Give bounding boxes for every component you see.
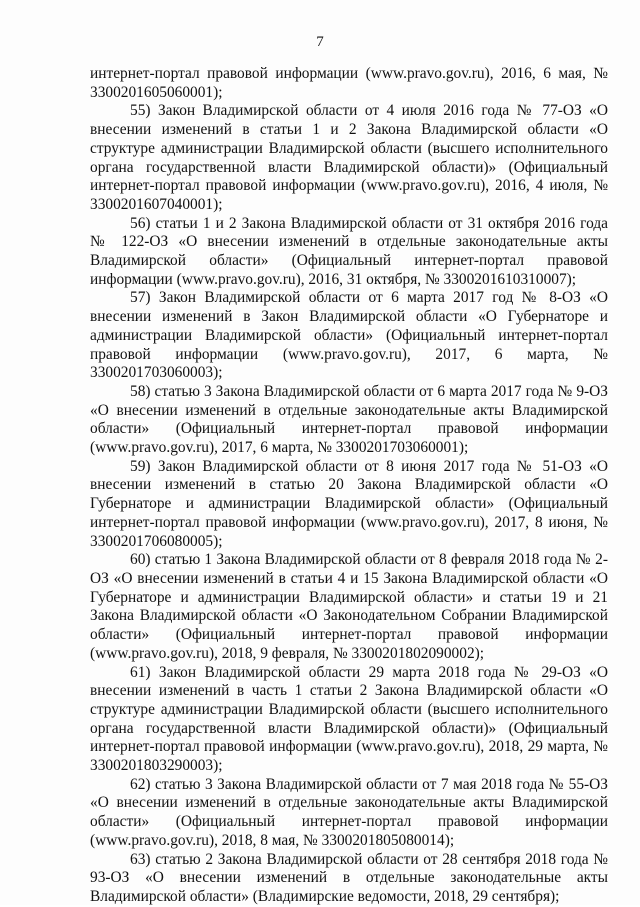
list-item-60: 60) статью 1 Закона Владимирской области от 8 февраля 2018 года № 2-ОЗ «О внесении изменений в статьи 4 и 15 Закона Владимирской области «О Губернаторе и администрации Владимирской области» и статьи 19 и 21 Закона Владимирской области «О Законодательном Собрании Владимирской области» (Официальный интернет-портал правовой информации (www.pravo.gov.ru), 2018, 9 февраля, № 3300201802090002); xyxy=(90,551,608,662)
list-item-59: 59) Закон Владимирской области от 8 июня 2017 года № 51-ОЗ «О внесении изменений в статью 20 Закона Владимирской области «О Губернаторе и администрации Владимирской области» (Официальный интернет-портал правовой информации (www.pravo.gov.ru), 2017, 8 июня, № 3300201706080005); xyxy=(90,457,608,550)
list-item-63: 63) статью 2 Закона Владимирской области от 28 сентября 2018 года № 93-ОЗ «О внесении изменений в отдельные законодательные акты Владимирской области» (Владимирские ведомости, 2018, 29 сентября); xyxy=(90,850,608,905)
list-item-57: 57) Закон Владимирской области от 6 марта 2017 год № 8-ОЗ «О внесении изменений в Закон Владимирской области «О Губернаторе и администрации Владимирской области» (Официальный интернет-портал правовой информации (www.pravo.gov.ru), 2017, 6 марта, № 3300201703060003); xyxy=(90,289,608,382)
document-body xyxy=(90,65,608,907)
paragraph-continuation: интернет-портал правовой информации (www.pravo.gov.ru), 2016, 6 мая, № 3300201605060001); xyxy=(90,65,608,101)
list-item-62: 62) статью 3 Закона Владимирской области от 7 мая 2018 года № 55-ОЗ «О внесении изменений в отдельные законодательные акты Владимирской области» (Официальный интернет-портал правовой информации (www.pravo.gov.ru), 2018, 8 мая, № 3300201805080014); xyxy=(90,775,608,849)
list-item-61: 61) Закон Владимирской области 29 марта 2018 года № 29-ОЗ «О внесении изменений в часть 1 статьи 2 Закона Владимирской области «О структуре администрации Владимирской области (высшего исполнительного органа государственной власти Владимирской области)» (Официальный интернет-портал правовой информации (www.pravo.gov.ru), 2018, 29 марта, № 3300201803290003); xyxy=(90,663,608,775)
list-item-56: 56) статьи 1 и 2 Закона Владимирской области от 31 октября 2016 года № 122-ОЗ «О внесении изменений в отдельные законодательные акты Владимирской области» (Официальный интернет-портал правовой информации (www.pravo.gov.ru), 2016, 31 октября, № 3300201610310007); xyxy=(90,214,608,288)
page-number: 7 xyxy=(316,34,324,50)
list-item-58: 58) статью 3 Закона Владимирской области от 6 марта 2017 года № 9-ОЗ «О внесении изменений в отдельные законодательные акты Владимирской области» (Официальный интернет-портал правовой информации (www.pravo.gov.ru), 2017, 6 марта, № 3300201703060001); xyxy=(90,382,608,457)
list-item-55: 55) Закон Владимирской области от 4 июля 2016 года № 77-ОЗ «О внесении изменений в статьи 1 и 2 Закона Владимирской области «О структуре администрации Владимирской области (высшего исполнительного органа государственной власти Владимирской области)» (Официальный интернет-портал правовой информации (www.pravo.gov.ru), 2016, 4 июля, № 3300201607040001); xyxy=(90,102,608,213)
